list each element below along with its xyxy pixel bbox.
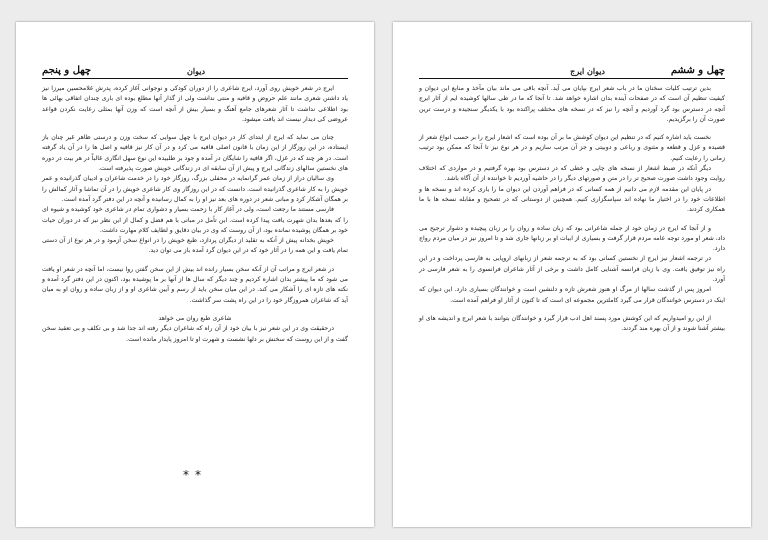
- left-page-number: چهل و پنجم: [42, 65, 92, 76]
- paragraph: خویش بخدانه پیش از آنکه به تقلید از دیگران پردازد، طبع خویش را در انواع سخن آزمود و در هر نوع از آن دستی تمام یافت و این همه را در آثار خود که در این دیوان گرد آمده باز می توان دید.: [42, 237, 348, 255]
- right-page: [393, 22, 751, 527]
- left-page-body: [42, 84, 348, 345]
- paragraph: در پایان این مقدمه لازم می دانیم از همه کسانی که در فراهم آوردن این دیوان ما را یاری کرده اند و نسخه ها و اطلاعات خود را در اختیار ما نهاده اند سپاسگزاری کنیم. همچنین از دوستانی که در تصحیح و مقابله نسخه ها با ما همکاری کردند.: [419, 185, 725, 214]
- paragraph: امروز پس از گذشت سالها از مرگ او هنوز شعرش تازه و دلنشین است و خوانندگان بسیاری دارد. این دیوان که اینک در دسترس خوانندگان قرار می گیرد کاملترین مجموعه ای است که تا کنون از آثار او فراهم آمده است.: [419, 286, 725, 304]
- paragraph: ایرج در شعر خویش روی آورد، ایرج شاعری را از دوران کودکی و نوجوانی آغاز کرده، پدرش غلامحسین میرزا نیز یاد داشتن شعری مانند علم حروض و قافیه و منتی نداشت ولی از گذار آنها مطلع بوده ای باری چندان اتفاقی بهائی ها بود اطلاعی نداشت تا آثار شعرهای جامع آهنگ و بسیار بیش از آنچه است که وزن آنها بمثلی رعایت نکردن قواعد عروضی کی دیدار نیست اند یافت میشود.: [42, 85, 348, 123]
- paragraph: بدین ترتیب کلیات سخنان ما در باب شعر ایرج بپایان می آید. آنچه باقی می ماند بیان مآخذ و منابع این دیوان و کیفیت تنظیم آن است که در صفحات آینده بدان اشاره خواهد شد. تا آنجا که ما در طی سالها کوشیده ایم از آثار ایرج آنچه در دسترس بود گرد آوردیم و آنچه را نیز که در نسخه های مختلف پراکنده بود با یکدیگر سنجیده و درست ترین صورت آن را برگزیدیم.: [419, 85, 725, 123]
- paragraph: در شعر ایرج و مراتب آن از آنکه سخن بسیار رانده اند بیش از این سخن گفتن روا نیست، اما آنچه در شعر او یافت می شود که ما پیشتر بدان اشاره کردیم و چند دیگر که سال ها از آنها بر ما پوشیده بود، اکنون در این دفتر گرد آمده و نکته های تازه ای را آشکار می کند. در این میان سخن باید از رسم و آیین شاعری او و از زبان ساده و روان او به میان آید که شاعران همروزگار خود را در این راه پشت سر گذاشت.: [42, 265, 348, 304]
- paragraph: وی سالیان دراز از زمان عمر گرانمایه در محفلی بزرگ، روزگار خود را در خدمت شاعران و ادیبان گذرانیده و عمر خویش را به کار شاعری گذرانیده است. دانست که در این روزگار وی کار شاعری خویش را در آن تماشا و آثار کمالش را بر همگان آشکار کرد و مبانی شعر در دوره های بعد نیز او را به کمال رسانیده و آنچه در این دفتر گرد آمده است.: [42, 175, 348, 203]
- right-page-header: [419, 56, 725, 79]
- paragraph: درحقیقت وی در این شعر نیز با بیان خود از آن راه که شاعران دیگر رفته اند جدا شد و بی تکلف و بی تعقید سخن گفت و از این روست که سخنش بر دلها نشست و شهرت او تا امروز پایدار مانده است.: [42, 325, 348, 343]
- right-page-number: چهل و ششم: [670, 65, 725, 76]
- right-page-body: [419, 84, 725, 335]
- section-end-ornament: **: [183, 468, 207, 482]
- right-running-head: دیوان ایرج: [570, 66, 605, 76]
- left-page-header: [42, 56, 348, 79]
- paragraph: چنان می نماید که ایرج از ابتدای کار در دیوان ایرج با چهل سوایی که سخت وزن و درستی ظاهر غیر چنان باز ایستاده، در این روزگار از این زمان با قانون اصلی قافیه می کرد و در آن کار نیز قافیه و اصل ها را در آن یاد گرفته است. در هر چند که در غزل، اگر قافیه را شایگان در آمده و جود بر طلبیده این نوع سهل انگاری غالباً در هر بیت در دوره های نخستین سالهای زندگانی ایرج و پیش از آن سابقه ای در زندگانی خویش صورت پذیرفته است.: [42, 134, 348, 173]
- paragraph: و از آنجا که ایرج در زمان خود از جمله شاعرانی بود که زبان ساده و روان را بر زبان پیچیده و دشوار ترجیح می داد، شعر او مورد توجه عامه مردم قرار گرفت و بسیاری از ابیات او بر زبانها جاری شد و تا امروز نیز در میان مردم رواج دارد.: [419, 224, 725, 253]
- paragraph: از این رو امیدواریم که این کوشش مورد پسند اهل ادب قرار گیرد و خوانندگان بتوانند با شعر ایرج و اندیشه های او بیشتر آشنا شوند و از آن بهره مند گردند.: [419, 314, 725, 333]
- paragraph: نخست باید اشاره کنیم که در تنظیم این دیوان کوشش ما بر آن بوده است که اشعار ایرج را بر حسب انواع شعر از قصیده و غزل و قطعه و مثنوی و رباعی و دوبیتی و جز آن مرتب سازیم و در هر نوع نیز تا آنجا که ممکن بود ترتیب زمانی را رعایت کنیم.: [419, 134, 725, 162]
- left-running-head: دیوان: [187, 66, 206, 76]
- paragraph: در ترجمه اشعار نیز ایرج از نخستین کسانی بود که به ترجمه شعر از زبانهای اروپایی به فارسی پرداخت و در این راه نیز توفیق یافت. وی با زبان فرانسه آشنایی کامل داشت و برخی از آثار شاعران فرانسوی را به شعر فارسی در آورد.: [419, 255, 725, 284]
- paragraph: دیگر آنکه در ضبط اشعار از نسخه های چاپی و خطی که در دسترس بود بهره گرفتیم و در مواردی که اختلاف روایت وجود داشت صورت صحیح تر را در متن و صورتهای دیگر را در حاشیه آوردیم تا خواننده از آن آگاه باشد.: [419, 165, 725, 183]
- left-page: [16, 22, 374, 527]
- verse-line: شاعری طبع روان می خواهد: [158, 314, 232, 322]
- paragraph: فارسی مستند ما رجعت است، ولی در آغاز کار با زحمت بسیار و دشواری تمام در شاعری خود کوشیده و شیوه ای را که بعدها بدان شهرت یافت پیدا کرده است. این تأمل در مبانی با هم فضل و کمال از این نظر نیز که در دوران حیات خود بر همگان پوشیده نمانده بود، از آن روست که وی در بیان دقایق و لطایف کلام مهارت داشت.: [42, 206, 348, 234]
